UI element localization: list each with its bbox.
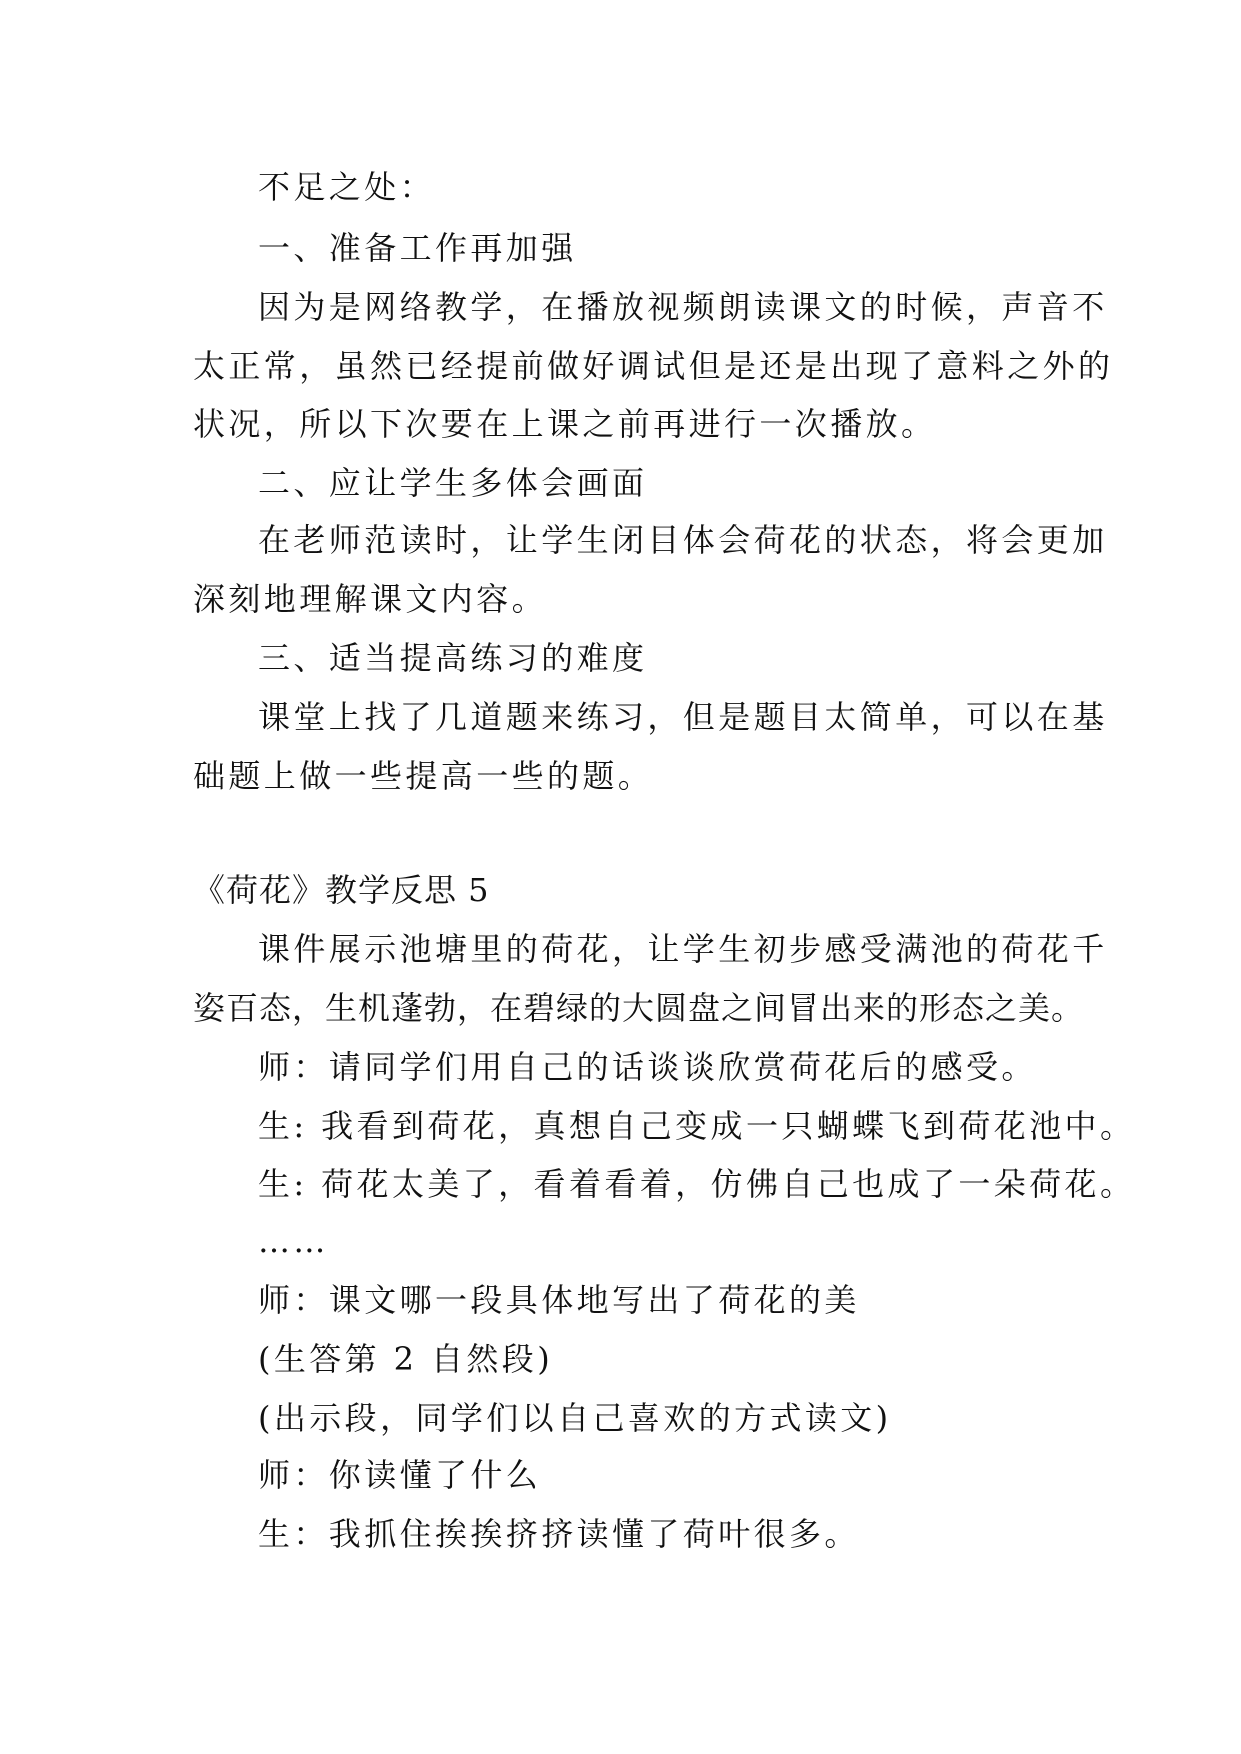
dialogue-line: (出示段，同学们以自己喜欢的方式读文) [258, 1399, 892, 1437]
paragraph-line: 础题上做一些提高一些的题。 [193, 757, 654, 795]
paragraph-line: 状况，所以下次要在上课之前再进行一次播放。 [193, 405, 937, 443]
dialogue-line: 师：课文哪一段具体地写出了荷花的美 [258, 1281, 860, 1319]
paragraph-line: 深刻地理解课文内容。 [193, 580, 548, 618]
dialogue-line: 生：我抓住挨挨挤挤读懂了荷叶很多。 [258, 1515, 860, 1553]
paragraph-line: 太正常，虽然已经提前做好调试但是还是出现了意料之外的 [193, 347, 1114, 385]
dialogue-line: 生: 我看到荷花，真想自己变成一只蝴蝶飞到荷花池中。 [258, 1107, 1136, 1145]
subheading: 一、准备工作再加强 [258, 229, 577, 267]
dialogue-line: (生答第 2 自然段) [258, 1340, 554, 1378]
paragraph-line: 姿百态，生机蓬勃，在碧绿的大圆盘之间冒出来的形态之美。 [193, 989, 1085, 1027]
paragraph-line: 因为是网络教学，在播放视频朗读课文的时候，声音不 [258, 288, 1108, 326]
paragraph-line: 课件展示池塘里的荷花，让学生初步感受满池的荷花千 [258, 930, 1108, 968]
dialogue-line: 师：你读懂了什么 [258, 1456, 542, 1494]
paragraph-line: 课堂上找了几道题来练习，但是题目太简单，可以在基 [258, 698, 1108, 736]
section-heading: 不足之处： [258, 168, 436, 206]
subheading: 三、适当提高练习的难度 [258, 639, 648, 677]
dialogue-line: 生: 荷花太美了，看着看着，仿佛自己也成了一朵荷花。 [258, 1165, 1136, 1203]
ellipsis-line: …… [258, 1222, 329, 1260]
paragraph-line: 在老师范读时，让学生闭目体会荷花的状态，将会更加 [258, 521, 1108, 559]
subheading: 二、应让学生多体会画面 [258, 464, 648, 502]
dialogue-line: 师：请同学们用自己的话谈谈欣赏荷花后的感受。 [258, 1048, 1037, 1086]
article-title: 《荷花》教学反思 5 [193, 871, 490, 909]
